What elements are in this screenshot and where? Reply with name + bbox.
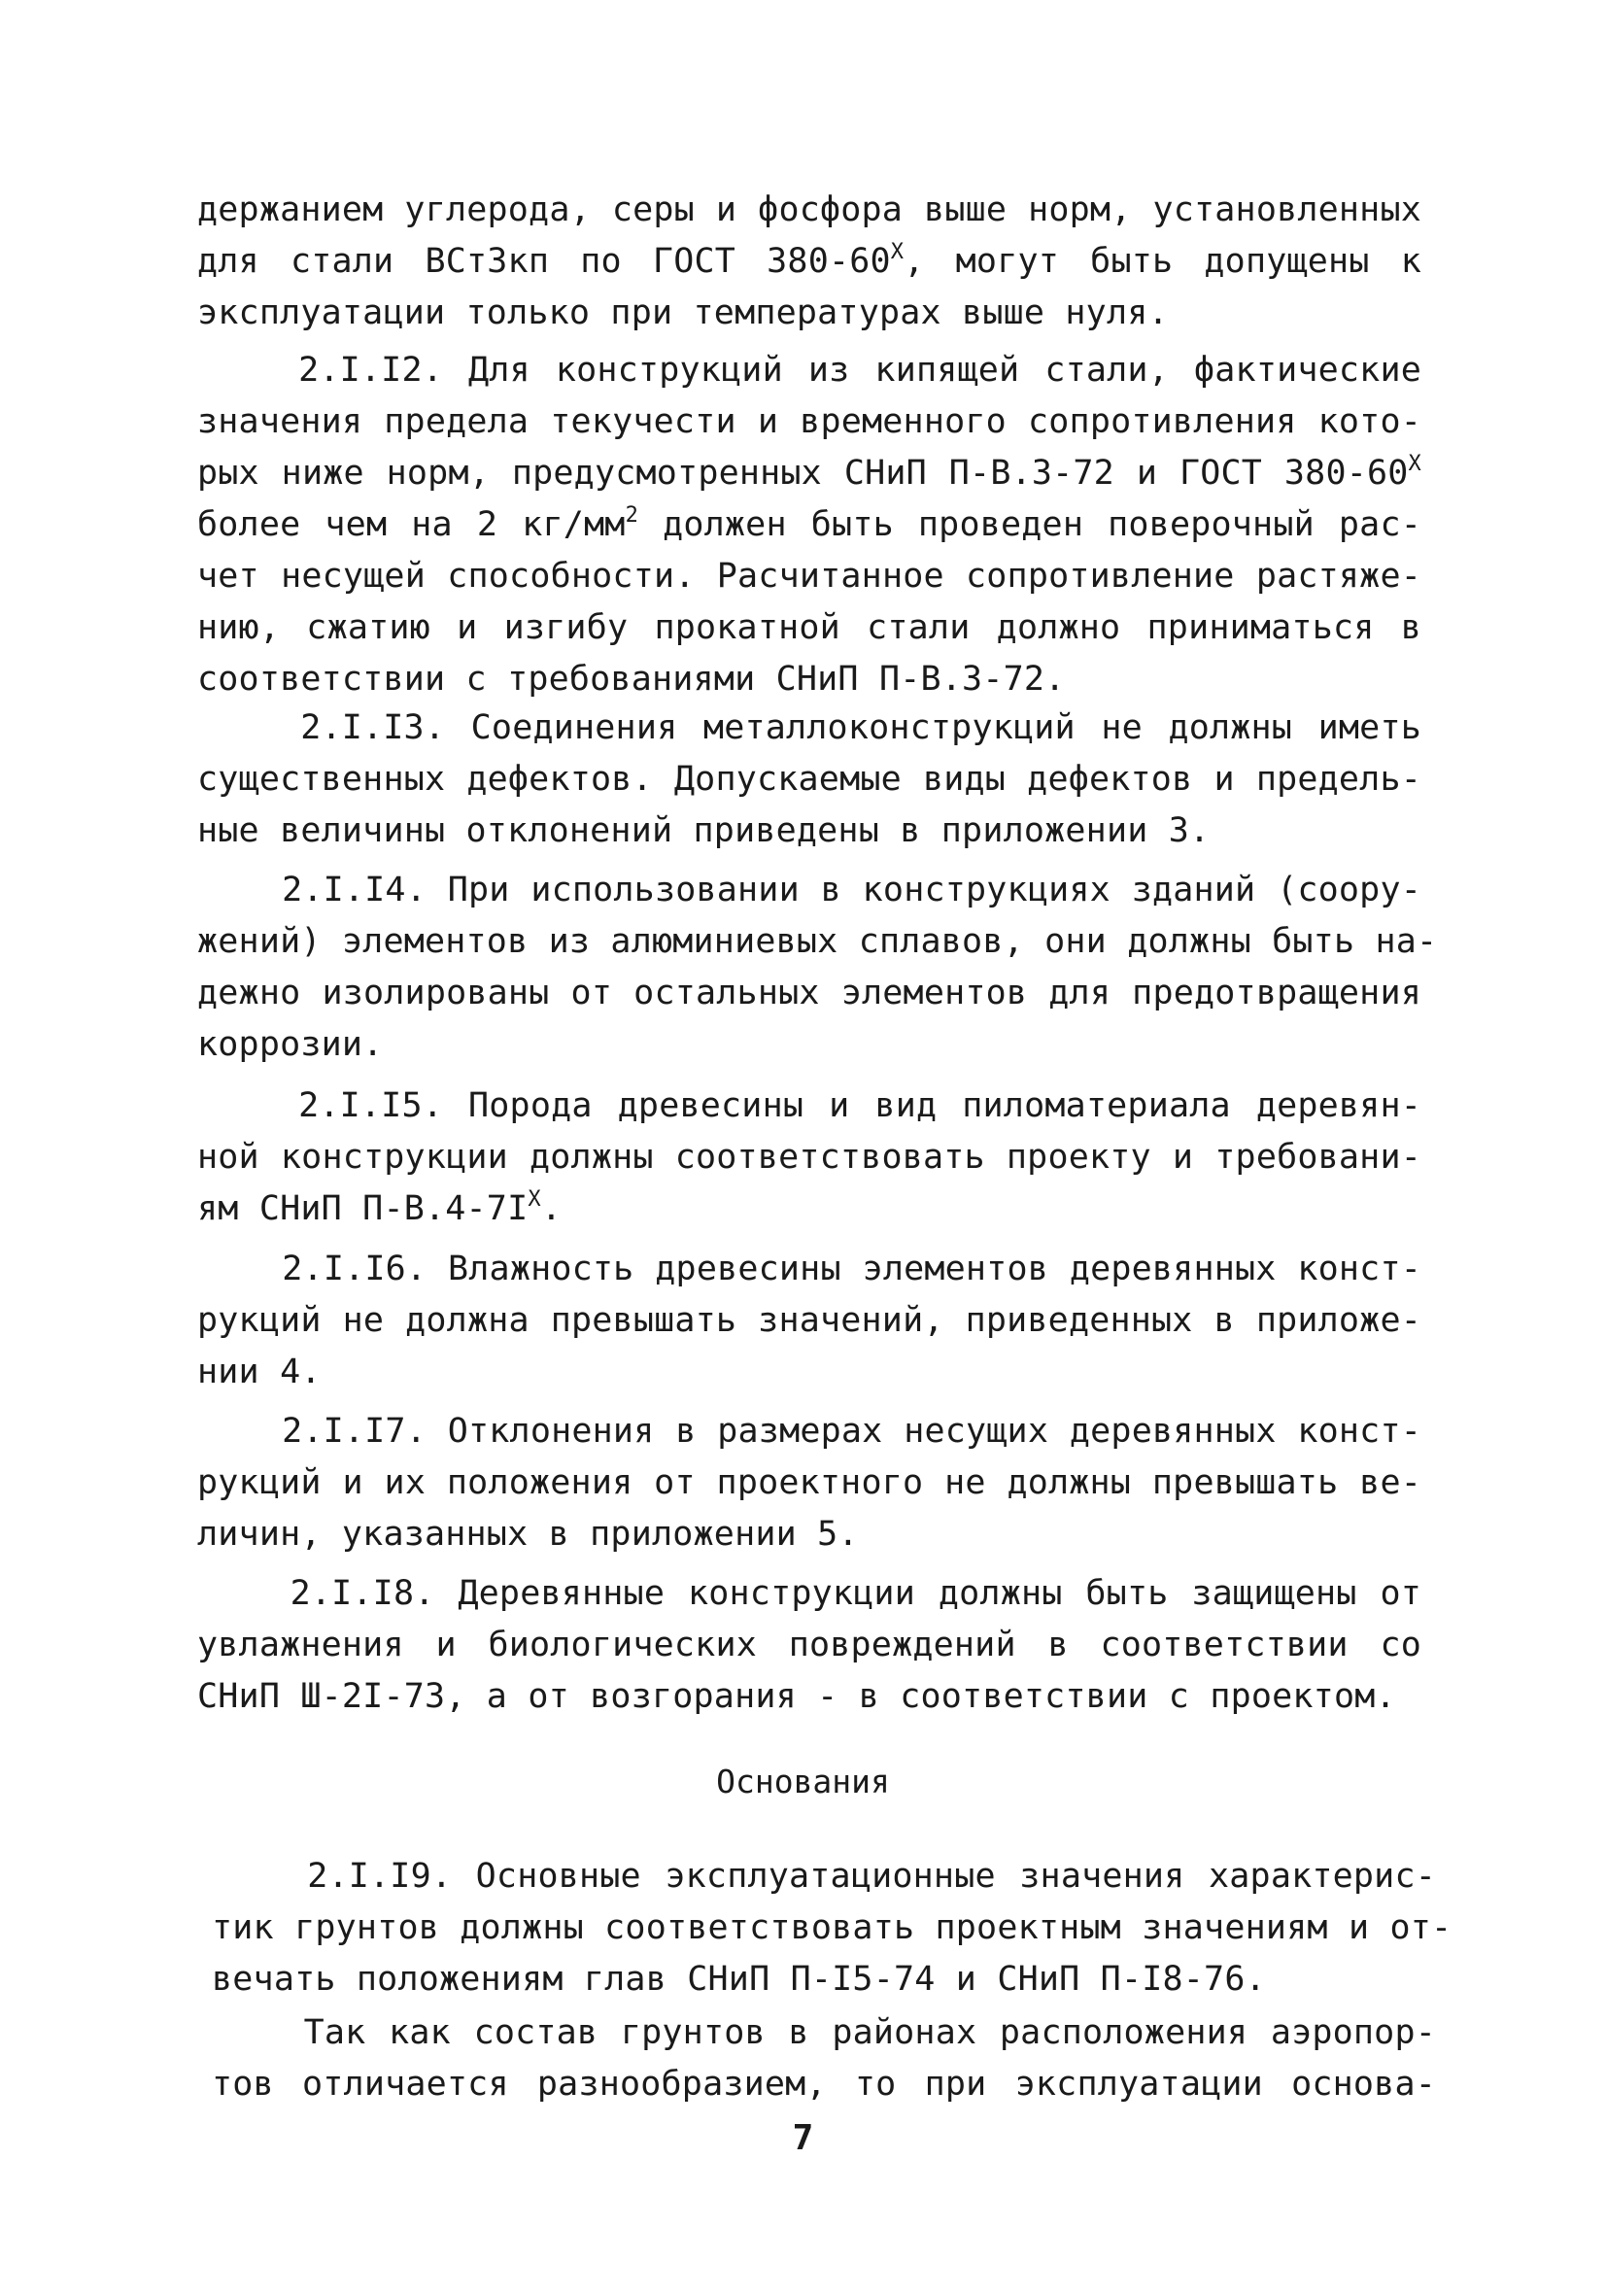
paragraph-soils	[212, 2007, 1436, 2110]
text-line: рукций и их положения от проектного не должны превышать ве-	[197, 1463, 1421, 1502]
text-line: чет несущей способности. Расчитанное сопротивление растяже-	[197, 557, 1421, 596]
text-line: дежно изолированы от остальных элементов для предотвращения	[197, 974, 1421, 1012]
paragraph-2-1-12	[197, 345, 1421, 705]
text-line: нии 4.	[197, 1353, 322, 1391]
paragraph-2-1-19	[212, 1851, 1452, 2005]
text-line: эксплуатации только при температурах выше нуля.	[197, 293, 1169, 332]
page-number: 7	[792, 2118, 814, 2158]
text-line: рых ниже норм, предусмотренных СНиП П-В.3-72 и ГОСТ $380-60^X$	[197, 452, 1421, 493]
text-line: жений) элементов из алюминиевых сплавов, они должны быть на-	[197, 922, 1438, 961]
text-line: держанием углерода, серы и фосфора выше норм, установленных	[197, 190, 1421, 229]
text-line: существенных дефектов. Допускаемые виды дефектов и предель-	[197, 760, 1421, 799]
text-line: Так как состав грунтов в районах расположения аэропор-	[212, 2013, 1436, 2052]
superscript-x: X	[890, 240, 905, 264]
text-line: 2.I.I5. Порода древесины и вид пиломатериала деревян-	[197, 1086, 1421, 1125]
text-line: нию, сжатию и изгибу прокатной стали должно приниматься в	[197, 608, 1421, 647]
paragraph-2-1-13	[197, 703, 1421, 857]
paragraph-2-1-17	[197, 1406, 1421, 1560]
text-line: рукций не должна превышать значений, приведенных в приложе-	[197, 1301, 1421, 1340]
paragraph-2-1-15	[197, 1080, 1421, 1235]
text-line: СНиП Ш-2I-73, а от возгорания - в соответствии с проектом.	[197, 1677, 1396, 1716]
paragraph-2-1-14	[197, 865, 1438, 1071]
paragraph-continuation	[197, 185, 1421, 339]
text-line: увлажнения и биологических повреждений в соответствии со	[197, 1626, 1421, 1664]
text-line: более чем на 2 $кг/мм^2$ должен быть проведен поверочный рас-	[197, 503, 1422, 544]
text-line: 2.I.I3. Соединения металлоконструкций не должны иметь	[197, 708, 1421, 747]
text-line: личин, указанных в приложении 5.	[197, 1515, 859, 1554]
text-line: ные величины отклонений приведены в приложении 3.	[197, 811, 1211, 850]
text-line: для стали ВСт3кп по ГОСТ $380-60^X$, могут быть допущены к	[197, 240, 1421, 281]
paragraph-2-1-16	[197, 1244, 1421, 1398]
text-line: соответствии с требованиями СНиП П-В.3-72.	[197, 660, 1066, 699]
text-line: 2.I.I4. При использовании в конструкциях зданий (соору-	[197, 871, 1421, 909]
text-line: ной конструкции должны соответствовать проекту и требовани-	[197, 1138, 1421, 1177]
text-line: 2.I.I9. Основные эксплуатационные значения характерис-	[212, 1857, 1436, 1896]
paragraph-2-1-18	[197, 1568, 1421, 1723]
text-line: 2.I.I6. Влажность древесины элементов деревянных конст-	[197, 1250, 1421, 1288]
text-line: 2.I.I2. Для конструкций из кипящей стали, фактические	[197, 351, 1421, 390]
text-line: вечать положениям глав СНиП П-I5-74 и СНиП П-I8-76.	[212, 1960, 1266, 1999]
text-line: тов отличается разнообразием, то при эксплуатации основа-	[212, 2065, 1436, 2104]
text-line: 2.I.I7. Отклонения в размерах несущих деревянных конст-	[197, 1412, 1421, 1451]
section-heading: Основания	[716, 1763, 890, 1800]
text-line: ям СНиП $П-В.4-7I^X$.	[197, 1187, 563, 1228]
superscript-x: X	[528, 1187, 541, 1212]
text-line: тик грунтов должны соответствовать проектным значениям и от-	[212, 1908, 1452, 1947]
superscript-x: X	[1408, 452, 1421, 476]
superscript-2: 2	[625, 503, 639, 528]
text-line: 2.I.I8. Деревянные конструкции должны быть защищены от	[197, 1574, 1421, 1613]
text-line: значения предела текучести и временного сопротивления кото-	[197, 402, 1421, 441]
text-line: коррозии.	[197, 1025, 384, 1064]
